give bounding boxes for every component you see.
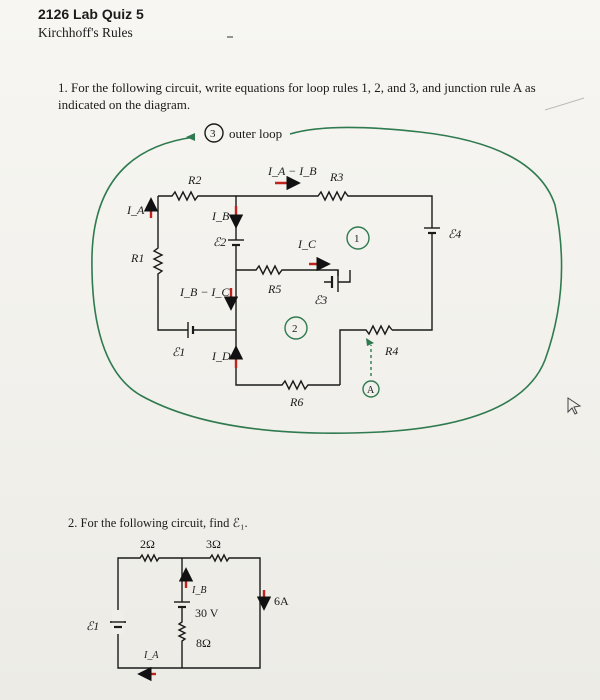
label-r2: R2 xyxy=(188,173,202,187)
label-ia-minus-ib: I_A − I_B xyxy=(268,164,317,178)
cursor-icon xyxy=(568,398,580,414)
label-id: I_D xyxy=(212,349,231,363)
label-e3: ℰ3 xyxy=(314,293,328,307)
q2-8ohm-wire xyxy=(179,607,185,668)
outer-loop-path xyxy=(92,127,562,433)
r5-branch-wire xyxy=(236,266,338,276)
e3-leads xyxy=(324,270,350,282)
label-ia: I_A xyxy=(127,203,145,217)
label-r5: R5 xyxy=(268,282,282,296)
label-e1: ℰ1 xyxy=(172,345,186,359)
q2-e1-label: ℰ1 xyxy=(86,619,100,633)
outer-loop-label: outer loop xyxy=(229,126,283,141)
junction-a-marker: A xyxy=(367,385,375,396)
circuit-2 xyxy=(110,555,264,674)
q2-ib-label: I_B xyxy=(192,585,207,596)
label-r3: R3 xyxy=(330,170,344,184)
loop-1-marker: 1 xyxy=(354,233,360,245)
label-ic: I_C xyxy=(298,237,316,251)
left-wire xyxy=(154,196,188,330)
top-right-wire xyxy=(236,192,432,228)
q2-outer-wire xyxy=(118,555,260,668)
circuit-1 xyxy=(92,124,562,433)
margin-mark xyxy=(545,98,584,110)
right-wire xyxy=(392,233,432,330)
q2-ia-label: I_A xyxy=(144,650,159,661)
q2-3ohm-label: 3Ω xyxy=(206,537,221,551)
q2-8ohm-label: 8Ω xyxy=(196,636,211,650)
label-e2: ℰ2 xyxy=(213,235,227,249)
label-ib-minus-ic: I_B − I_C xyxy=(180,285,230,299)
q2-6a-label: 6A xyxy=(274,594,289,608)
label-r1: R1 xyxy=(131,251,145,265)
label-ib: I_B xyxy=(212,209,230,223)
loop-2-marker: 2 xyxy=(292,323,298,335)
question-1-text: 1. For the following circuit, write equations for loop rules 1, 2, and 3, and junction rule A as indicated on the diagram. xyxy=(58,80,536,112)
label-r6: R6 xyxy=(290,395,304,409)
q2-2ohm-label: 2Ω xyxy=(140,537,155,551)
q2-30v-label: 30 V xyxy=(195,606,219,620)
label-r4: R4 xyxy=(385,344,399,358)
r6-branch-wire xyxy=(236,330,340,389)
circuit-1-labels xyxy=(126,126,461,409)
loop-3-marker: 3 xyxy=(210,128,216,140)
quiz-title: 2126 Lab Quiz 5 xyxy=(38,6,144,22)
circuit-2-labels xyxy=(86,537,289,661)
quiz-subtitle: Kirchhoff's Rules xyxy=(38,25,133,40)
label-e4: ℰ4 xyxy=(448,227,462,241)
question-2-text: 2. For the following circuit, find ℰ₁. xyxy=(68,516,248,530)
